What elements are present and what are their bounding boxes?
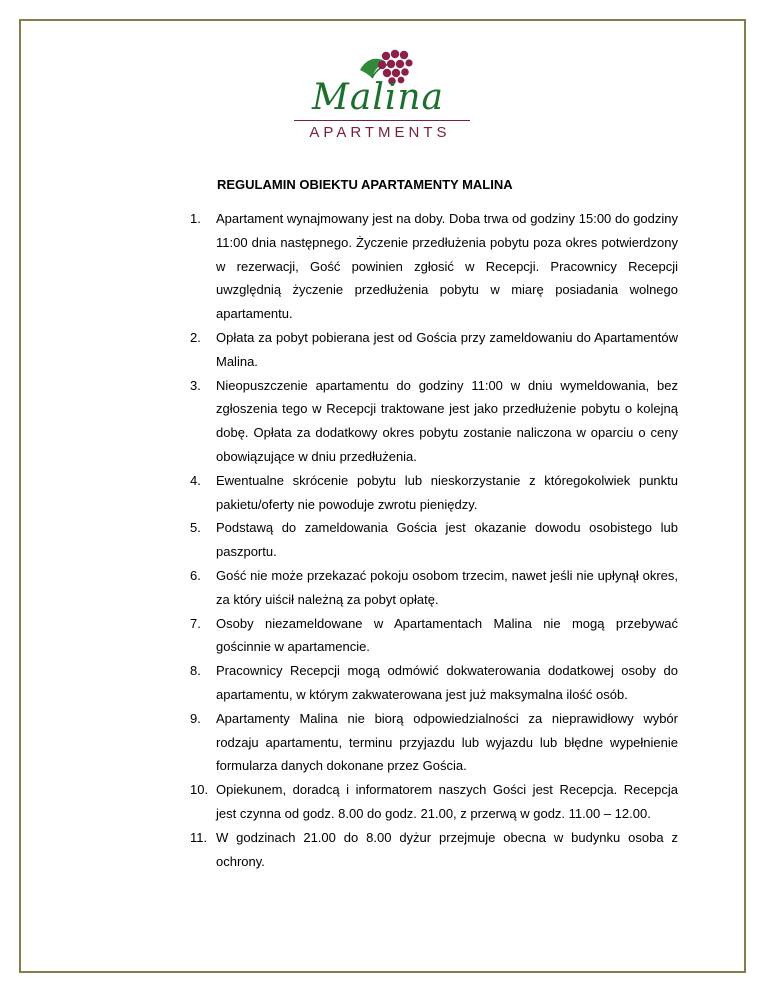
list-number: 10. [190, 782, 209, 798]
list-text: Nieopuszczenie apartamentu do godziny 11:00 w dniu wymeldowania, bez zgłoszenia tego w Recepcji traktowane jest jako przedłużenie pobytu o kolejną dobę. Opłata za dodatkowy okres pobytu zostanie naliczona w oparciu o ceny obowiązujące w dniu przedłużenia. [216, 377, 678, 464]
list-number: 2. [190, 329, 201, 345]
list-item [190, 326, 678, 374]
list-text: Apartamenty Malina nie biorą odpowiedzialności za nieprawidłowy wybór rodzaju apartamentu, terminu przyjazdu lub wyjazdu lub błędne wypełnienie formularza danych dokonane przez Gościa. [216, 710, 678, 774]
list-text: Podstawą do zameldowania Gościa jest okazanie dowodu osobistego lub paszportu. [216, 520, 678, 560]
list-text: Gość nie może przekazać pokoju osobom trzecim, nawet jeśli nie upłynął okres, za który uiścił należną za pobyt opłatę. [216, 567, 678, 607]
list-number: 3. [190, 377, 201, 393]
rules-list [190, 207, 678, 873]
list-number: 7. [190, 615, 201, 631]
list-item [190, 516, 678, 564]
list-number: 8. [190, 663, 201, 679]
list-item [190, 564, 678, 612]
document-title: REGULAMIN OBIEKTU APARTAMENTY MALINA [217, 177, 513, 192]
list-text: Pracownicy Recepcji mogą odmówić dokwaterowania dodatkowej osoby do apartamentu, w którym zakwaterowana jest już maksymalna ilość osób. [216, 663, 678, 702]
list-number: 9. [190, 710, 201, 726]
list-number: 4. [190, 472, 201, 488]
list-item [190, 778, 678, 826]
list-text: Apartament wynajmowany jest na doby. Doba trwa od godziny 15:00 do godziny 11:00 dnia następnego. Życzenie przedłużenia pobytu poza okres potwierdzony w rezerwacji, Gość powinien zgłosić w Recepcji. Pracownicy Recepcji uwzględnią życzenie przedłużenia pobytu w miarę posiadania wolnego apartamentu. [216, 211, 678, 322]
list-text: Opiekunem, doradcą i informatorem naszych Gości jest Recepcja. Recepcja jest czynna od godz. 8.00 do godz. 21.00, z przerwą w godz. 11.00 – 12.00. [216, 782, 678, 821]
list-number: 11. [190, 829, 208, 845]
list-text: Opłata za pobyt pobierana jest od Gościa przy zameldowaniu do Apartamentów Malina. [216, 329, 678, 369]
list-text: Osoby niezameldowane w Apartamentach Malina nie mogą przebywać gościnnie w apartamencie. [216, 615, 678, 655]
list-text: Ewentualne skrócenie pobytu lub nieskorzystanie z któregokolwiek punktu pakietu/oferty nie powoduje zwrotu pieniędzy. [216, 472, 678, 512]
list-number: 5. [190, 520, 201, 536]
list-number: 1. [190, 211, 201, 226]
list-item [190, 826, 678, 874]
malina-logo [290, 44, 480, 148]
list-item [190, 469, 678, 517]
list-item [190, 612, 678, 660]
list-item [190, 659, 678, 707]
list-item [190, 707, 678, 778]
list-number: 6. [190, 567, 201, 583]
list-item [190, 374, 678, 469]
logo-divider [294, 120, 470, 121]
logo-subtitle: APARTMENTS [309, 124, 451, 141]
logo-brand-text: Malina [312, 77, 444, 118]
list-item [190, 207, 678, 326]
list-text: W godzinach 21.00 do 8.00 dyżur przejmuje obecna w budynku osoba z ochrony. [216, 829, 678, 869]
